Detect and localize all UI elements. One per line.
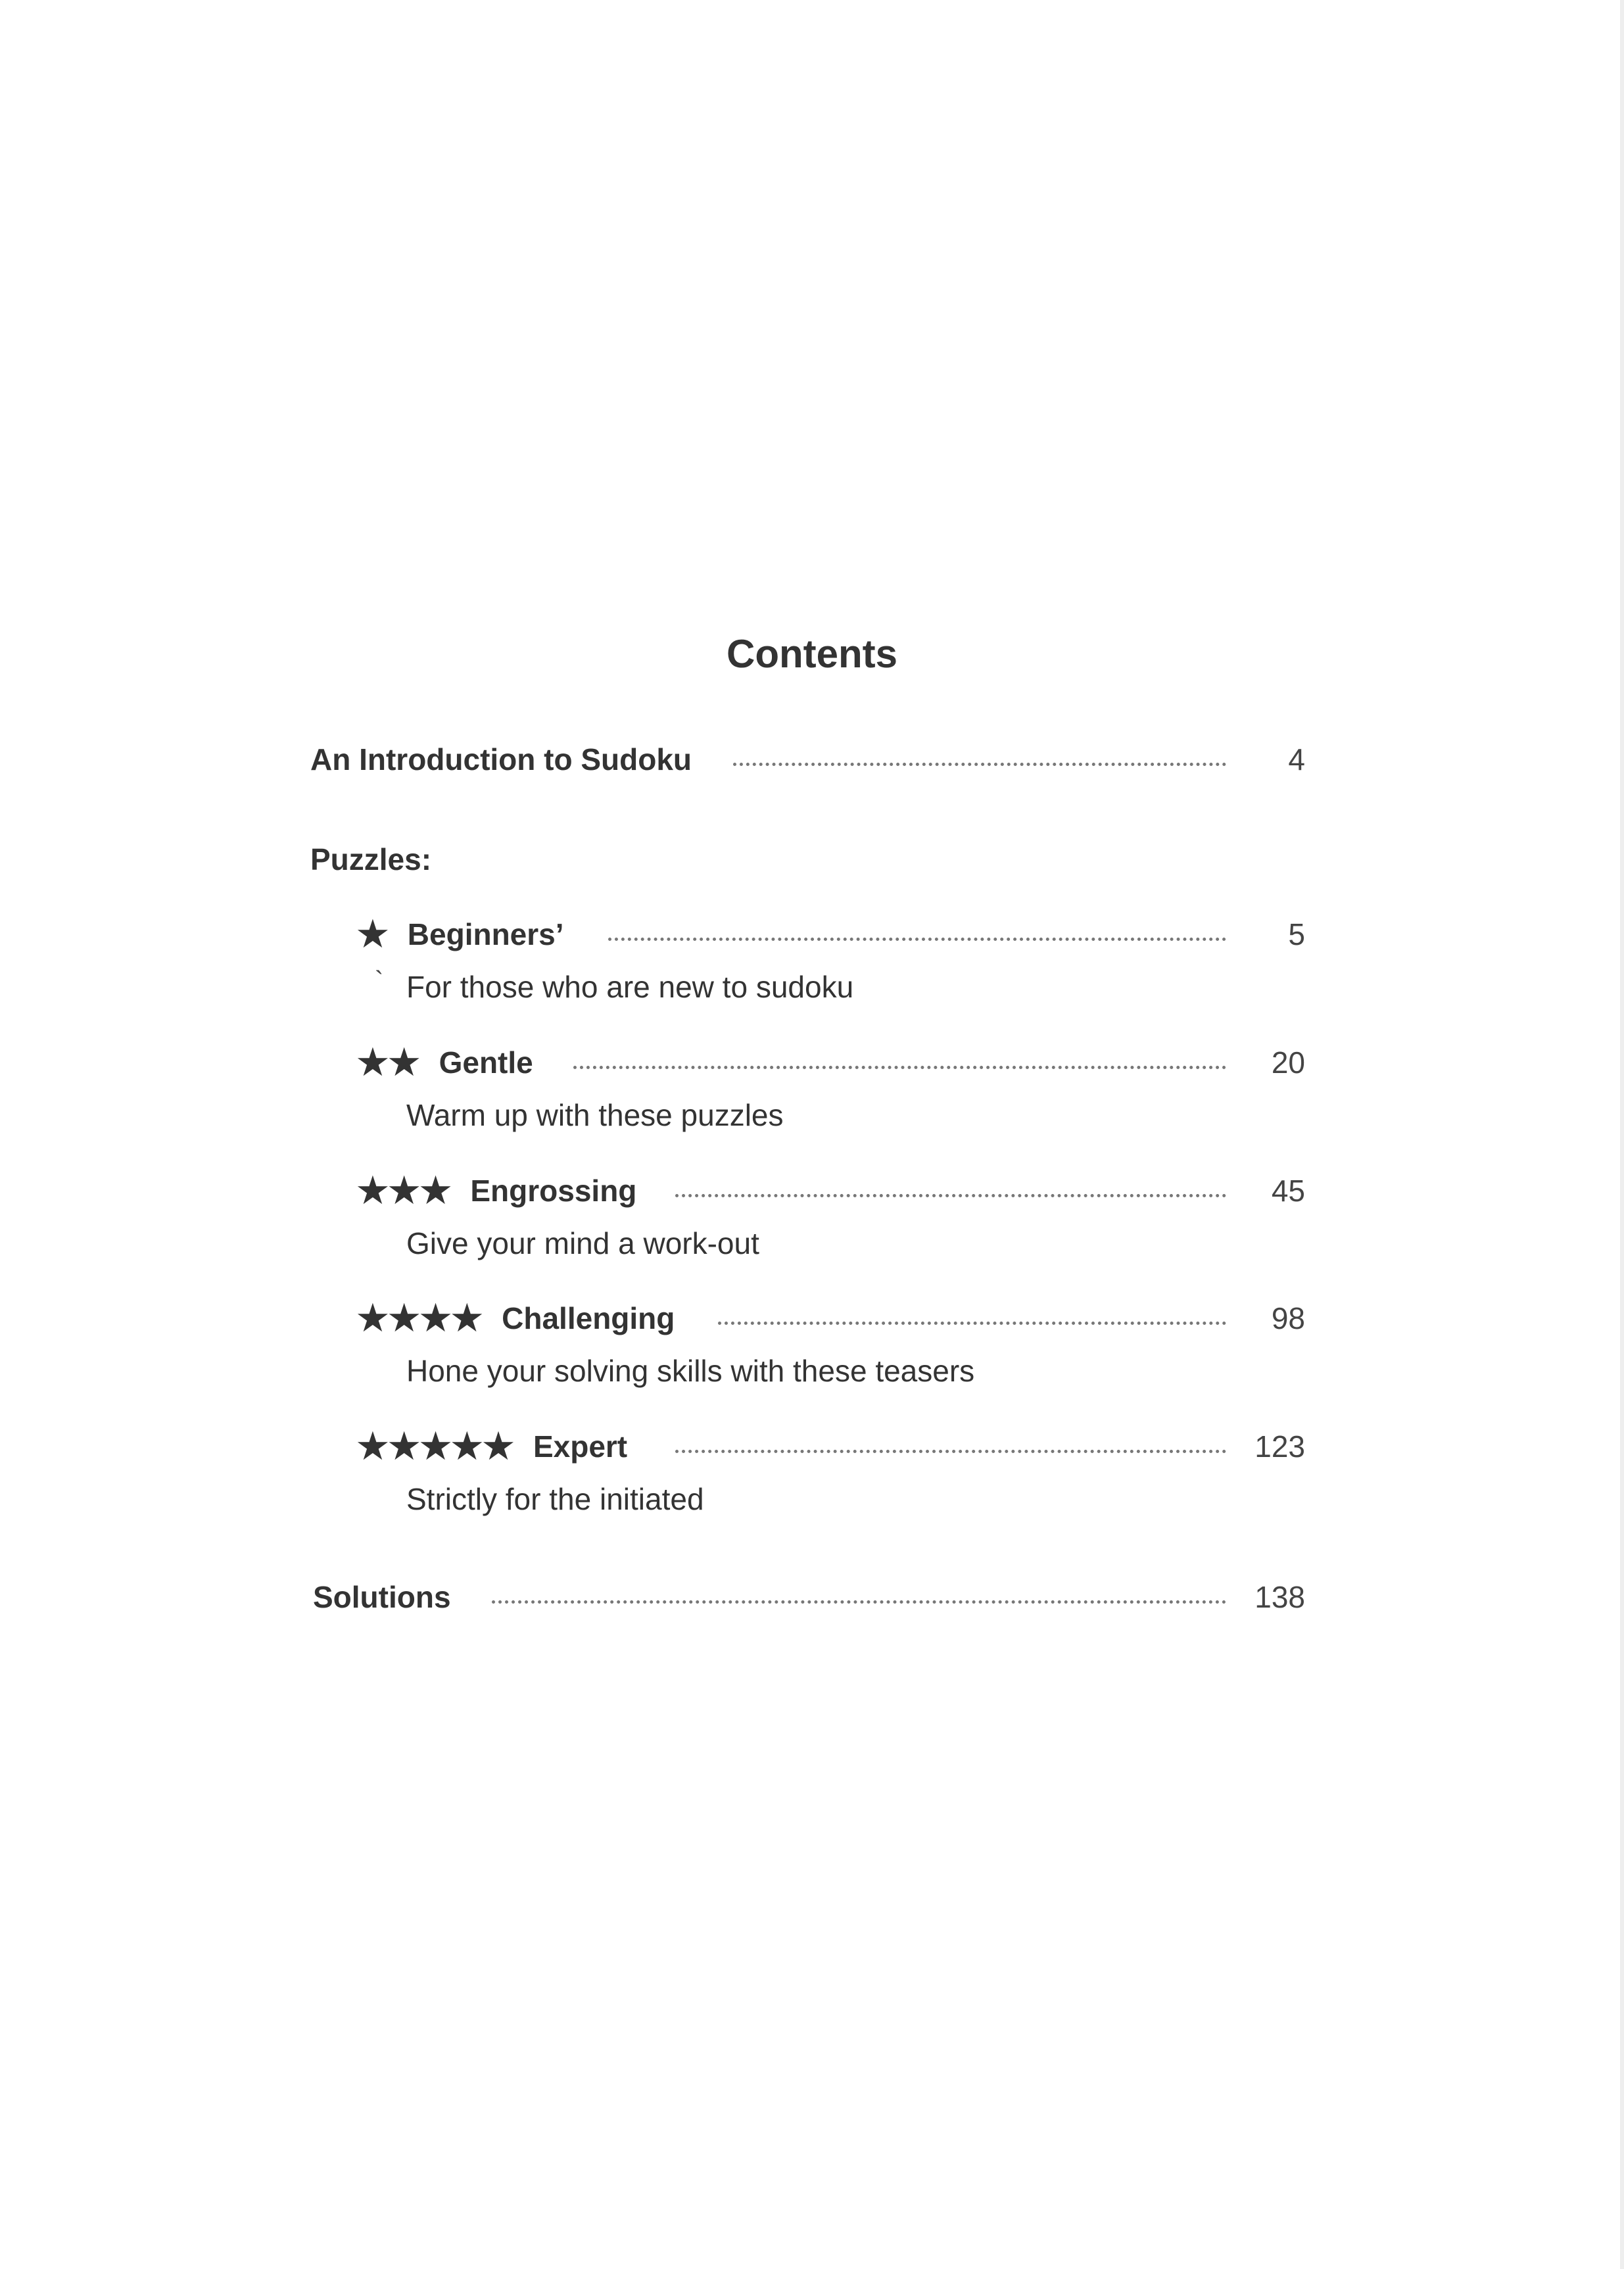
section-heading-puzzles: Puzzles: [310, 842, 432, 876]
toc-label: Engrossing [470, 1174, 637, 1208]
toc-label: Solutions [313, 1580, 451, 1614]
dot-leader [733, 763, 1226, 766]
toc-label: Challenging [502, 1301, 675, 1335]
star-rating-icon: ★★★★★ [355, 1424, 512, 1468]
dot-leader [718, 1322, 1226, 1325]
level-description: Strictly for the initiated [406, 1482, 704, 1516]
dot-leader [608, 938, 1226, 941]
level-description: For those who are new to sudoku [406, 970, 854, 1004]
toc-label: Gentle [439, 1045, 533, 1080]
dot-leader [573, 1066, 1226, 1069]
page-number: 98 [1271, 1301, 1305, 1335]
dot-leader [492, 1600, 1226, 1604]
toc-label: Expert [533, 1429, 628, 1464]
star-rating-icon: ★ [355, 912, 387, 956]
level-description: Hone your solving skills with these teasers [406, 1354, 975, 1388]
toc-label: Beginners’ [407, 917, 564, 951]
toc-entry-gentle[interactable] [355, 1039, 533, 1086]
star-rating-icon: ★★★ [355, 1168, 450, 1212]
page-number: 138 [1254, 1580, 1305, 1614]
star-rating-icon: ★★ [355, 1040, 418, 1084]
toc-entry-expert[interactable] [355, 1423, 627, 1469]
stray-mark: ` [375, 967, 384, 995]
star-rating-icon: ★★★★ [355, 1296, 481, 1340]
page-number: 20 [1271, 1045, 1305, 1080]
dot-leader [675, 1450, 1226, 1453]
page-number: 123 [1254, 1429, 1305, 1464]
level-description: Give your mind a work-out [406, 1226, 759, 1260]
toc-entry-beginners[interactable] [355, 911, 564, 957]
level-description: Warm up with these puzzles [406, 1098, 784, 1132]
page-number: 5 [1288, 917, 1305, 951]
page-number: 4 [1288, 742, 1305, 776]
toc-entry-solutions[interactable] [313, 1574, 451, 1620]
page-title: Contents [727, 632, 897, 676]
toc-label: An Introduction to Sudoku [310, 742, 692, 776]
toc-entry-introduction[interactable] [310, 736, 692, 782]
toc-entry-engrossing[interactable] [355, 1168, 636, 1214]
page-edge [1620, 0, 1624, 2269]
page-number: 45 [1271, 1174, 1305, 1208]
dot-leader [675, 1194, 1226, 1197]
toc-entry-challenging[interactable] [355, 1295, 675, 1341]
